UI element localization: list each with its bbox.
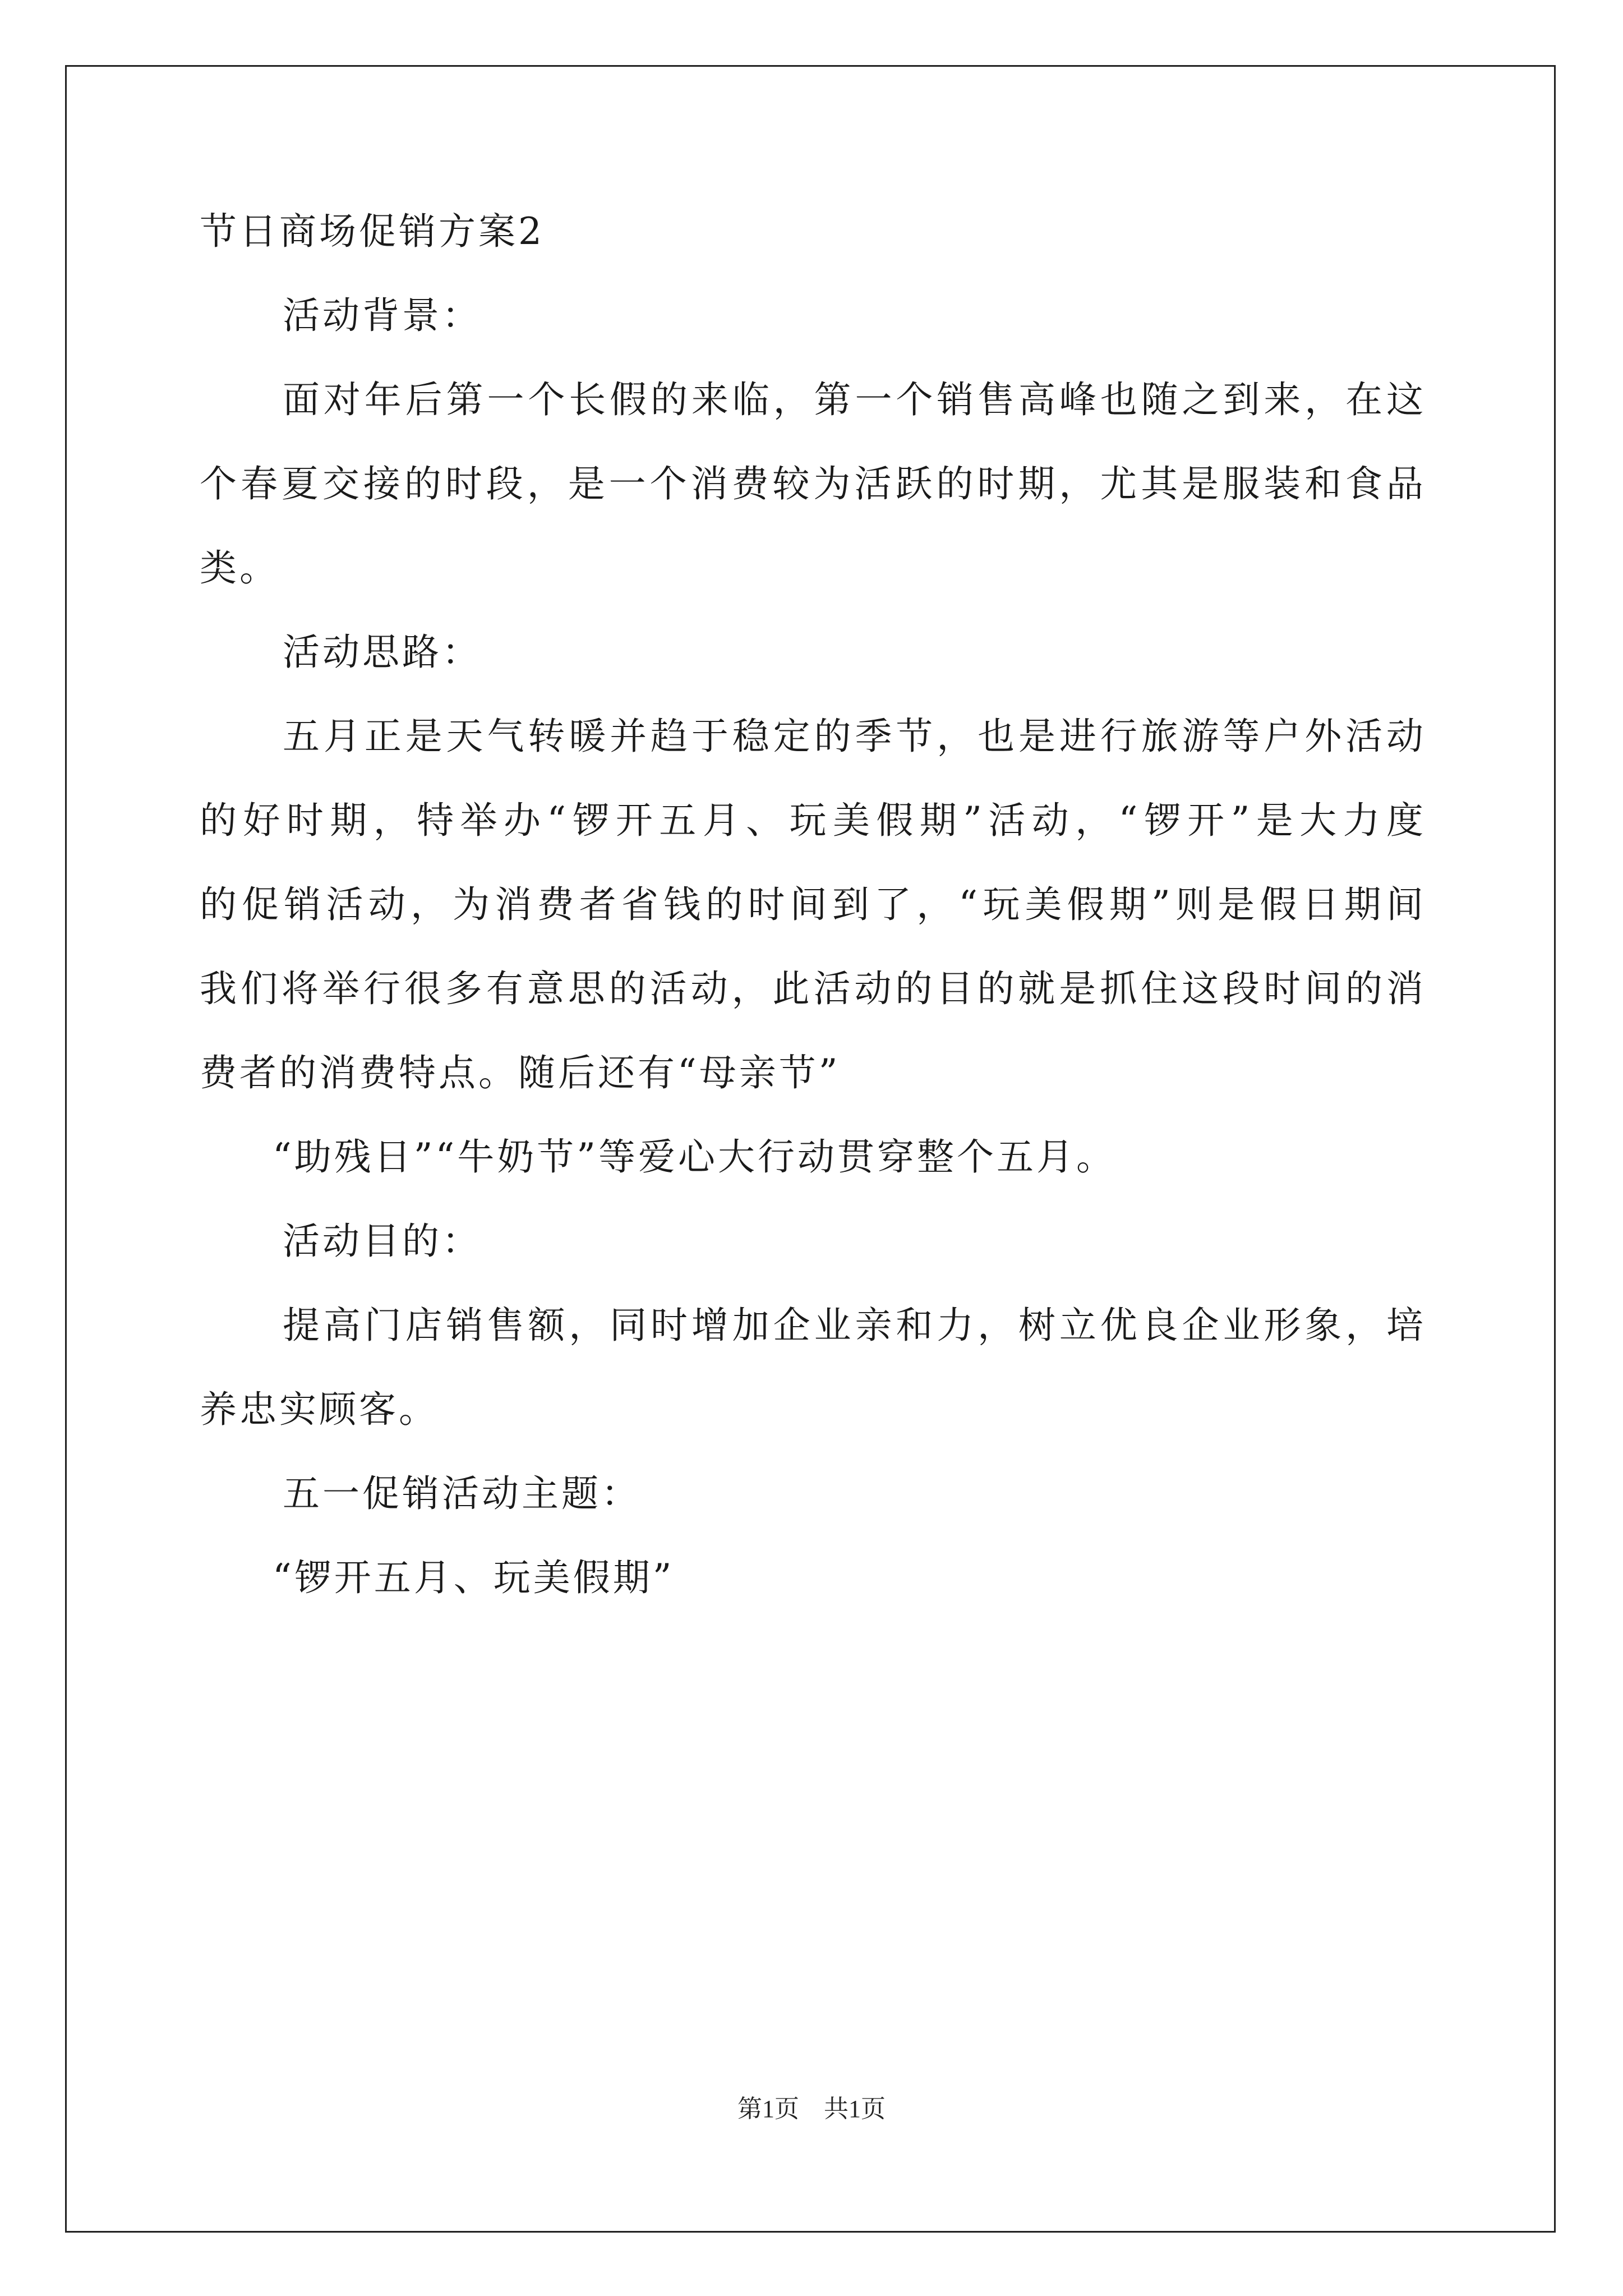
section-heading-background: 活动背景： [283,294,482,337]
paragraph-line: 个春夏交接的时段，是一个消费较为活跃的时期，尤其是服装和食品 [200,462,1426,505]
paragraph-line: 的促销活动，为消费者省钱的时间到了，“玩美假期”则是假日期间 [200,883,1426,926]
paragraph-line: “锣开五月、玩美假期” [273,1556,675,1599]
paragraph-line: 类。 [200,546,279,590]
paragraph-line: 面对年后第一个长假的来临，第一个销售高峰也随之到来，在这 [283,378,1426,421]
page-number: 第1页 [737,2095,799,2123]
page-footer [0,2097,1623,2122]
paragraph-line: 提高门店销售额，同时增加企业亲和力，树立优良企业形象，培 [283,1304,1426,1347]
paragraph-line: 五月正是天气转暖并趋于稳定的季节，也是进行旅游等户外活动 [283,715,1426,758]
section-heading-theme: 五一促销活动主题： [283,1472,641,1515]
page-total: 共1页 [824,2095,886,2123]
paragraph-line: “助残日”“牛奶节”等爱心大行动贯穿整个五月。 [273,1135,1116,1179]
document-title: 节日商场促销方案2 [200,210,545,253]
section-heading-approach: 活动思路： [283,631,482,674]
paragraph-line: 的好时期，特举办“锣开五月、玩美假期”活动，“锣开”是大力度 [200,799,1426,842]
paragraph-line: 养忠实顾客。 [200,1388,439,1431]
paragraph-line: 我们将举行很多有意思的活动，此活动的目的就是抓住这段时间的消 [200,967,1426,1010]
paragraph-line: 费者的消费特点。随后还有“母亲节” [200,1051,841,1094]
section-heading-purpose: 活动目的： [283,1220,482,1263]
